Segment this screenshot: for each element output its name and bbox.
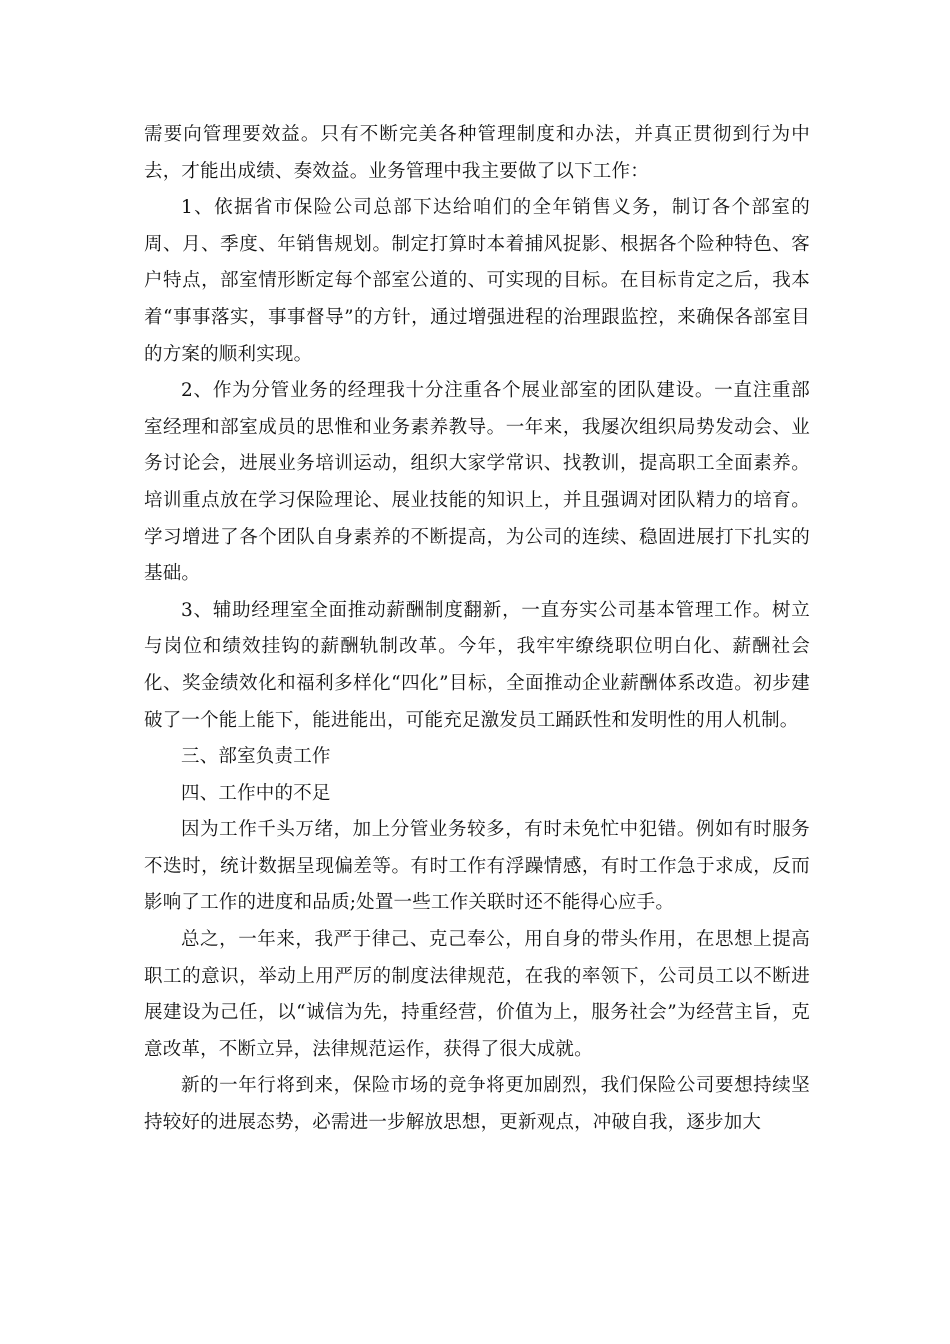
section-heading-3: 三、部室负责工作 (181, 746, 331, 768)
paragraph-shortcomings: 因为工作千头万绪，加上分管业务较多，有时未免忙中犯错。例如有时服务不迭时，统计数据呈现偏差等。有时工作有浮躁情感，有时工作急于求成，反而影响了工作的进度和品质;处置一些工作关联时还不能得心应手。 (144, 819, 810, 914)
section-heading-4: 四、工作中的不足 (181, 782, 331, 804)
paragraph-item-2: 2、作为分管业务的经理我十分注重各个展业部室的团队建设。一直注重部室经理和部室成员的思惟和业务素养教导。一年来，我屡次组织局势发动会、业务讨论会，进展业务培训运动，组织大家学常识、找教训，提高职工全面素养。培训重点放在学习保险理论、展业技能的知识上，并且强调对团队精力的培育。学习增进了各个团队自身素养的不断提高，为公司的连续、稳固进展打下扎实的基础。 (144, 380, 810, 585)
paragraph-item-3: 3、辅助经理室全面推动薪酬制度翻新，一直夯实公司基本管理工作。树立与岗位和绩效挂钩的薪酬轨制改革。今年，我牢牢缭绕职位明白化、薪酬社会化、奖金绩效化和福利多样化“四化”目标，全面推动企业薪酬体系改造。初步建破了一个能上能下，能进能出，可能充足激发员工踊跃性和发明性的用人机制。 (144, 599, 810, 731)
document-body (144, 117, 810, 1142)
paragraph-continuation: 需要向管理要效益。只有不断完美各种管理制度和办法，并真正贯彻到行为中去，才能出成绩、奏效益。业务管理中我主要做了以下工作： (144, 124, 810, 182)
paragraph-summary: 总之，一年来，我严于律己、克己奉公，用自身的带头作用，在思想上提高职工的意识，举动上用严厉的制度法律规范，在我的率领下，公司员工以不断进展建设为己任，以“诚信为先，持重经营，价值为上，服务社会”为经营主旨，克意改革，不断立异，法律规范运作，获得了很大成就。 (144, 929, 810, 1060)
paragraph-item-1: 1、依据省市保险公司总部下达给咱们的全年销售义务，制订各个部室的周、月、季度、年销售规划。制定打算时本着捕风捉影、根据各个险种特色、客户特点，部室情形断定每个部室公道的、可实现的目标。在目标肯定之后，我本着“事事落实，事事督导”的方针，通过增强进程的治理跟监控，来确保各部室目的方案的顺利实现。 (144, 197, 810, 365)
paragraph-outlook: 新的一年行将到来，保险市场的竞争将更加剧烈，我们保险公司要想持续坚持较好的进展态势，必需进一步解放思想，更新观点，冲破自我，逐步加大 (144, 1075, 810, 1134)
